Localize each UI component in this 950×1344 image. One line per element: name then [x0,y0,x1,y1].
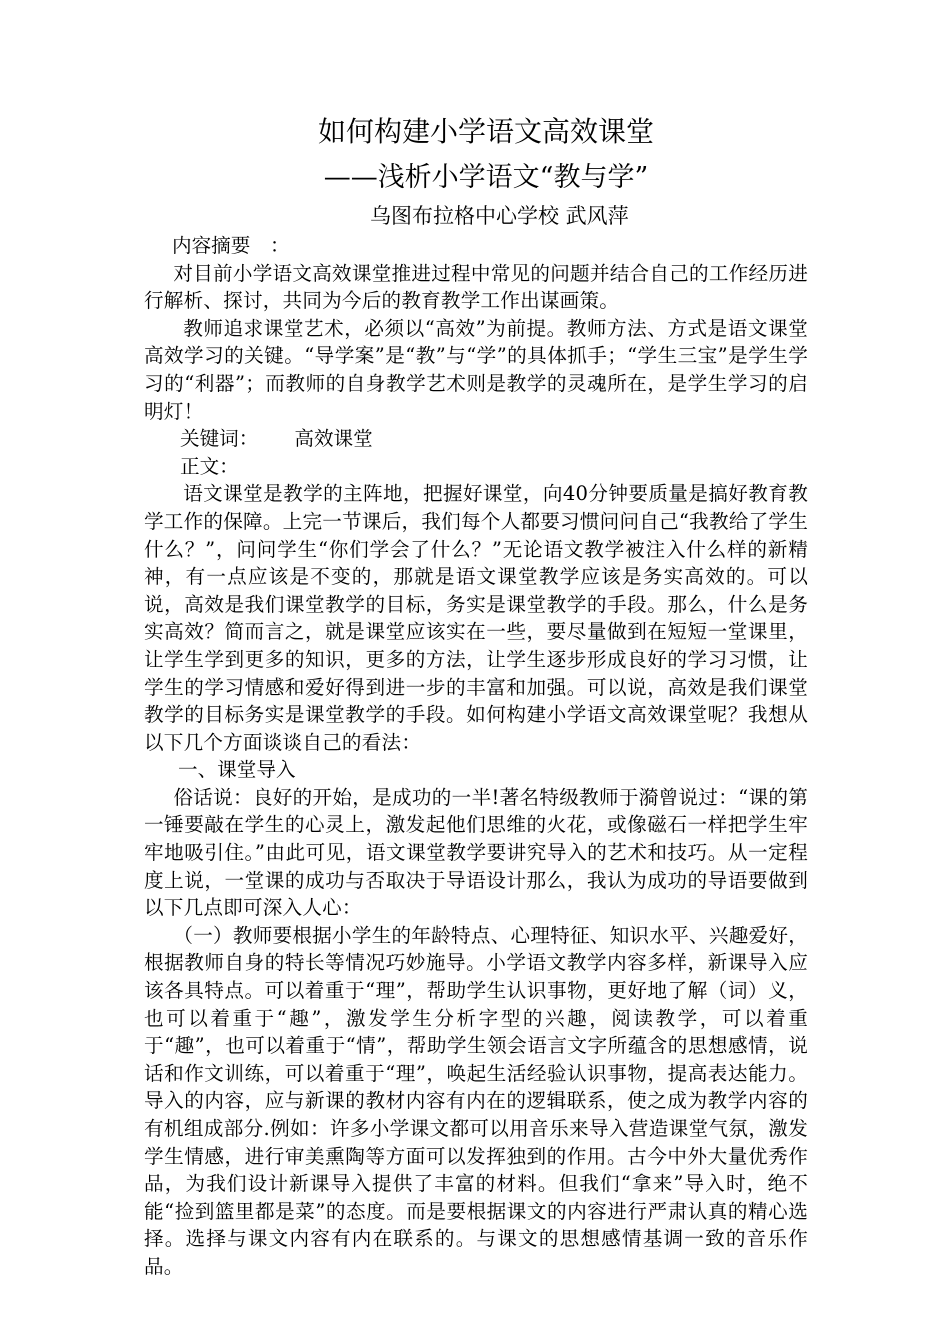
abstract-paragraph: 对目前小学语文高效课堂推进过程中常见的问题并结合自己的工作经历进行解析、探讨，共同为今后的教育教学工作出谋画策。 [144,261,808,313]
abstract-paragraph: 教师追求课堂艺术，必须以“高效”为前提。教师方法、方式是语文课堂高效学习的关键。“导学案”是“教”与“学”的具体抓手；“学生三宝”是学生学习的“利器”；而教师的自身教学艺术则是教学的灵魂所在，是学生学习的启明灯！ [144,316,808,423]
section-heading: 一、课堂导入 [178,758,296,782]
document-subtitle: ——浅析小学语文“教与学” [323,162,649,193]
section-paragraph: 俗话说：良好的开始，是成功的一半!著名特级教师于漪曾说过：“课的第一锤要敲在学生的心灵上，激发起他们思维的火花，或像磁石一样把学生牢牢地吸引住。”由此可见，语文课堂教学要讲究导入的艺术和技巧。从一定程度上说，一堂课的成功与否取决于导语设计那么，我认为成功的导语要做到以下几点即可深入人心： [144,785,808,920]
author-line: 乌图布拉格中心学校 武风萍 [370,204,629,228]
document-page [144,112,808,1281]
body-paragraph: 语文课堂是教学的主阵地，把握好课堂，向40分钟要质量是搞好教育教学工作的保障。上完一节课后，我们每个人都要习惯问问自己“我教给了学生什么？”，问问学生“你们学会了什么？”无论语文教学被注入什么样的新精神，有一点应该是不变的，那就是语文课堂教学应该是务实高效的。可以说，高效是我们课堂教学的目标，务实是课堂教学的手段。那么，什么是务实高效？简而言之，就是课堂应该实在一些，要尽量做到在短短一堂课里，让学生学到更多的知识，更多的方法，让学生逐步形成良好的学习习惯，让学生的学习情感和爱好得到进一步的丰富和加强。可以说，高效是我们课堂教学的目标务实是课堂教学的手段。如何构建小学语文高效课堂呢？我想从以下几个方面谈谈自己的看法： [144,482,808,754]
body-label: 正文： [180,454,239,478]
keywords-line [144,425,808,453]
abstract-label: 内容摘要 ： [172,234,290,257]
section-paragraph: （一）教师要根据小学生的年龄特点、心理特征、知识水平、兴趣爱好，根据教师自身的特长等情况巧妙施导。小学语文教学内容多样，新课导入应该各具特点。可以着重于“理”，帮助学生认识事物，更好地了解（词）义，也可以着重于“趣”，激发学生分析字型的兴趣，阅读教学，可以着重于“趣”，也可以着重于“情”，帮助学生领会语言文字所蕴含的思想感情，说话和作文训练，可以着重于“理”，唤起生活经验认识事物，提高表达能力。导入的内容，应与新课的教材内容有内在的逻辑联系，使之成为教学内容的有机组成部分.例如：许多小学课文都可以用音乐来导入营造课堂气氛，激发学生情感，进行审美熏陶等方面可以发挥独到的作用。古今中外大量优秀作品，为我们设计新课导入提供了丰富的材料。但我们“拿来”导入时，绝不能“捡到篮里都是菜”的态度。而是要根据课文的内容进行严肃认真的精心选择。选择与课文内容有内在联系的。与课文的思想感情基调一致的音乐作品。 [144,923,808,1278]
keywords-label: 关键词： [180,427,259,451]
keywords-value: 高效课堂 [294,427,373,451]
document-title: 如何构建小学语文高效课堂 [317,115,654,148]
